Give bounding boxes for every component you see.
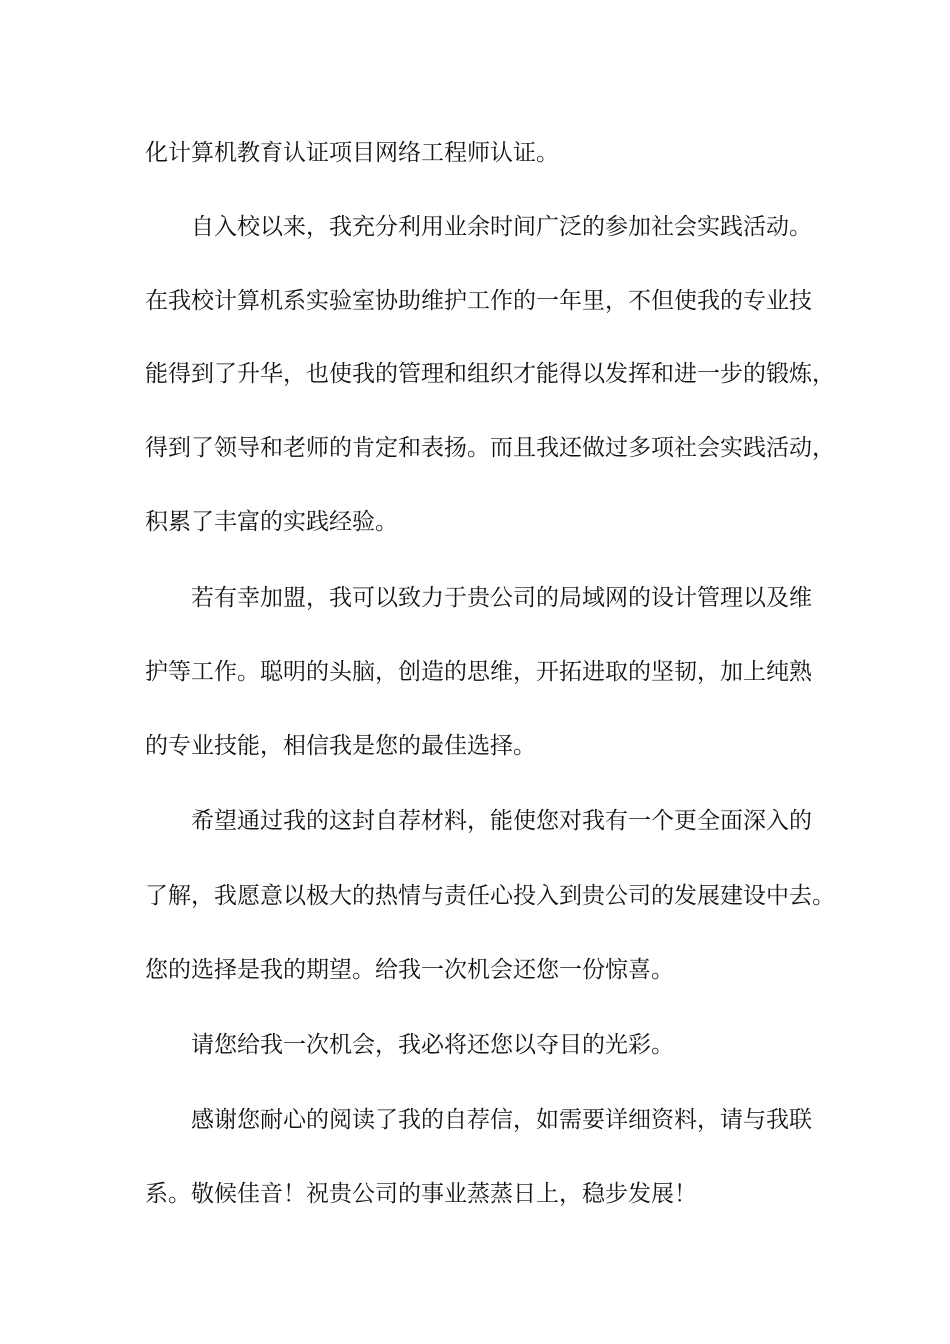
text-line: 得到了领导和老师的肯定和表扬。而且我还做过多项社会实践活动， — [145, 435, 835, 461]
text-line: 自入校以来，我充分利用业余时间广泛的参加社会实践活动。 — [191, 214, 812, 240]
text-line: 的专业技能，相信我是您的最佳选择。 — [145, 733, 536, 759]
text-line: 在我校计算机系实验室协助维护工作的一年里，不但使我的专业技 — [145, 288, 812, 314]
text-line: 您的选择是我的期望。给我一次机会还您一份惊喜。 — [145, 957, 674, 983]
text-line: 了解，我愿意以极大的热情与责任心投入到贵公司的发展建设中去。 — [145, 883, 835, 909]
text-line: 化计算机教育认证项目网络工程师认证。 — [145, 140, 559, 166]
text-line: 若有幸加盟，我可以致力于贵公司的局域网的设计管理以及维 — [191, 585, 812, 611]
text-line: 请您给我一次机会，我必将还您以夺目的光彩。 — [191, 1032, 674, 1058]
text-line: 希望通过我的这封自荐材料，能使您对我有一个更全面深入的 — [191, 808, 812, 834]
text-line: 积累了丰富的实践经验。 — [145, 509, 398, 535]
text-line: 护等工作。聪明的头脑，创造的思维，开拓进取的坚韧，加上纯熟 — [145, 659, 812, 685]
text-line: 系。敬候佳音！祝贵公司的事业蒸蒸日上，稳步发展！ — [145, 1181, 697, 1207]
text-line: 感谢您耐心的阅读了我的自荐信，如需要详细资料，请与我联 — [191, 1107, 812, 1133]
text-line: 能得到了升华，也使我的管理和组织才能得以发挥和进一步的锻炼， — [145, 361, 835, 387]
